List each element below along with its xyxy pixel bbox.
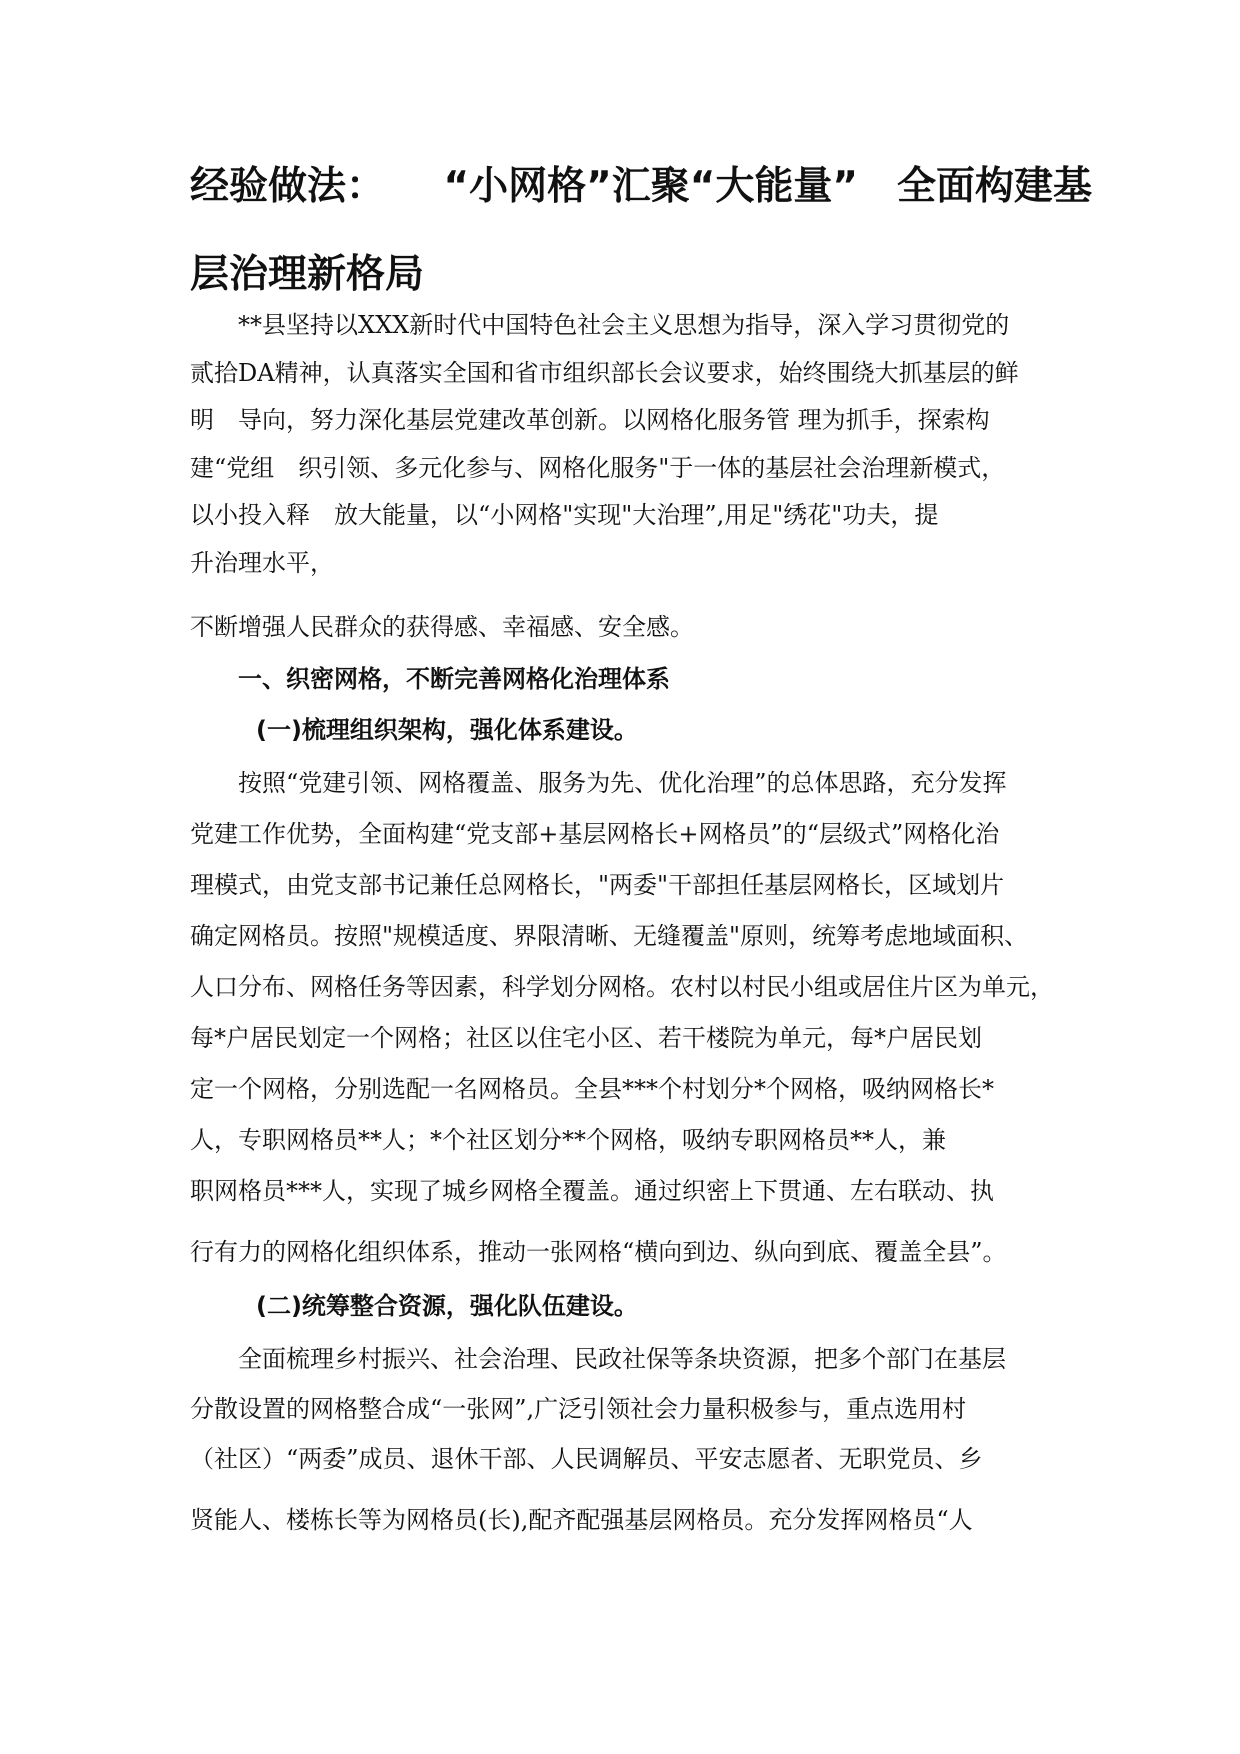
body-line: 职网格员***人，实现了城乡网格全覆盖。通过织密上下贯通、左右联动、执 (190, 1177, 994, 1205)
intro-line: 贰拾DA精神，认真落实全国和省市组织部长会议要求，始终围绕大抓基层的鲜 (190, 359, 1019, 387)
intro-line: 升治理水平， (190, 549, 334, 577)
section-heading: 一、织密网格，不断完善网格化治理体系 (238, 665, 670, 693)
intro-line: **县坚持以XXX新时代中国特色社会主义思想为指导，深入学习贯彻党的 (238, 311, 1010, 339)
subsection-heading: (二)统筹整合资源，强化队伍建设。 (256, 1292, 638, 1320)
body-line: 分散设置的网格整合成“一张网”,广泛引领社会力量积极参与，重点选用村 (190, 1395, 967, 1423)
body-line: 人，专职网格员**人；*个社区划分**个网格，吸纳专职网格员**人，兼 (190, 1126, 946, 1154)
body-line: （社区）“两委”成员、退休干部、人民调解员、平安志愿者、无职党员、乡 (190, 1445, 983, 1473)
body-line: 定一个网格，分别选配一名网格员。全县***个村划分*个网格，吸纳网格长* (190, 1075, 994, 1103)
body-line: 贤能人、楼栋长等为网格员(长),配齐配强基层网格员。充分发挥网格员“人 (190, 1506, 973, 1534)
body-line: 确定网格员。按照"规模适度、界限清晰、无缝覆盖"原则，统筹考虑地域面积、 (190, 922, 1029, 950)
intro-line: 明 导向，努力深化基层党建改革创新。以网格化服务管 理为抓手，探索构 (190, 406, 990, 434)
body-line: 全面梳理乡村振兴、社会治理、民政社保等条块资源，把多个部门在基层 (238, 1345, 1006, 1373)
intro-line: 建“党组 织引领、多元化参与、网格化服务"于一体的基层社会治理新模式， (190, 454, 1006, 482)
intro-line: 不断增强人民群众的获得感、幸福感、安全感。 (190, 613, 694, 641)
intro-line: 以小投入释 放大能量，以“小网格"实现"大治理”,用足"绣花"功夫，提 (190, 501, 939, 529)
subsection-heading: (一)梳理组织架构，强化体系建设。 (256, 716, 638, 744)
body-line: 理模式，由党支部书记兼任总网格长，"两委"干部担任基层网格长，区域划片 (190, 871, 1005, 899)
document-title-line-1: 经验做法： “小网格”汇聚“大能量” 全面构建基 (190, 164, 1093, 209)
body-line: 人口分布、网格任务等因素，科学划分网格。农村以村民小组或居住片区为单元， (190, 973, 1054, 1001)
body-line: 按照“党建引领、网格覆盖、服务为先、优化治理”的总体思路，充分发挥 (238, 769, 1007, 797)
body-line: 每*户居民划定一个网格；社区以住宅小区、若干楼院为单元，每*户居民划 (190, 1024, 982, 1052)
body-line: 行有力的网格化组织体系，推动一张网格“横向到边、纵向到底、覆盖全县”。 (190, 1238, 1007, 1266)
document-title-line-2: 层治理新格局 (190, 252, 425, 297)
body-line: 党建工作优势，全面构建“党支部+基层网格长+网格员”的“层级式”网格化治 (190, 820, 1000, 848)
